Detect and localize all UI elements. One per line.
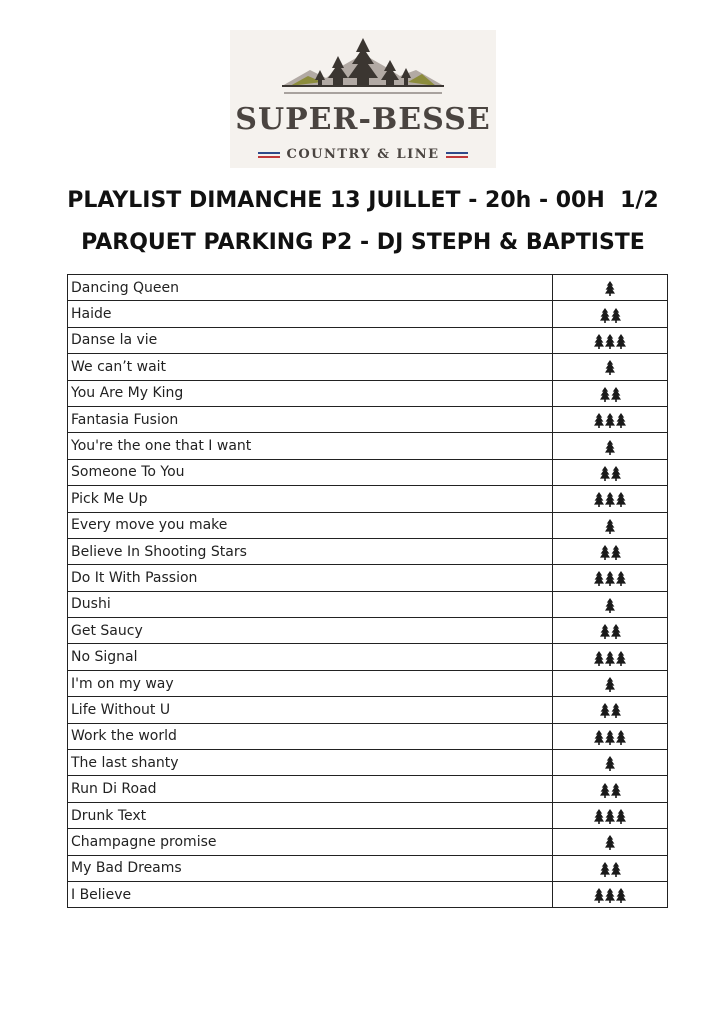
pine-tree-icon: [594, 809, 604, 824]
pine-tree-icon: [605, 413, 615, 428]
difficulty-level: [553, 697, 668, 723]
table-row: [68, 670, 668, 696]
pine-tree-icon: [600, 387, 610, 402]
pine-tree-group: [600, 466, 621, 481]
pine-tree-icon: [616, 571, 626, 586]
pine-tree-icon: [605, 888, 615, 903]
table-row: [68, 776, 668, 802]
pine-tree-icon: [611, 387, 621, 402]
table-row: [68, 538, 668, 564]
pine-tree-icon: [611, 862, 621, 877]
pine-tree-icon: [605, 835, 615, 850]
table-row: [68, 591, 668, 617]
pine-tree-icon: [616, 651, 626, 666]
pine-tree-group: [600, 703, 621, 718]
pine-tree-icon: [605, 281, 615, 296]
song-title: Do It With Passion: [68, 565, 553, 591]
song-title: Work the world: [68, 723, 553, 749]
difficulty-level: [553, 802, 668, 828]
song-title: Danse la vie: [68, 327, 553, 353]
pine-tree-group: [605, 677, 615, 692]
pine-tree-icon: [605, 677, 615, 692]
song-title: Fantasia Fusion: [68, 406, 553, 432]
difficulty-level: [553, 750, 668, 776]
table-row: [68, 644, 668, 670]
page-subtitle: PARQUET PARKING P2 - DJ STEPH & BAPTISTE: [81, 230, 645, 255]
pine-tree-icon: [605, 492, 615, 507]
pine-tree-group: [605, 519, 615, 534]
table-row: [68, 354, 668, 380]
table-row: [68, 486, 668, 512]
pine-tree-group: [600, 862, 621, 877]
difficulty-level: [553, 881, 668, 907]
pine-tree-icon: [594, 571, 604, 586]
pine-tree-group: [605, 281, 615, 296]
song-title: My Bad Dreams: [68, 855, 553, 881]
pine-tree-group: [600, 624, 621, 639]
pine-tree-group: [594, 809, 626, 824]
difficulty-level: [553, 776, 668, 802]
table-row: [68, 565, 668, 591]
song-title: Every move you make: [68, 512, 553, 538]
pine-tree-icon: [616, 730, 626, 745]
pine-tree-icon: [600, 466, 610, 481]
table-row: [68, 697, 668, 723]
pine-tree-icon: [605, 571, 615, 586]
pine-tree-icon: [600, 545, 610, 560]
pine-tree-icon: [616, 334, 626, 349]
song-title: Pick Me Up: [68, 486, 553, 512]
song-title: Believe In Shooting Stars: [68, 538, 553, 564]
pine-tree-group: [600, 308, 621, 323]
table-row: [68, 327, 668, 353]
brand-tagline-row: [230, 147, 496, 162]
pine-tree-icon: [605, 360, 615, 375]
difficulty-level: [553, 406, 668, 432]
song-title: Haide: [68, 301, 553, 327]
difficulty-level: [553, 723, 668, 749]
song-title: I Believe: [68, 881, 553, 907]
pine-tree-icon: [611, 466, 621, 481]
playlist-table: [67, 274, 668, 908]
pine-tree-icon: [616, 809, 626, 824]
difficulty-level: [553, 565, 668, 591]
difficulty-level: [553, 670, 668, 696]
flag-stripe-right: [446, 152, 468, 158]
difficulty-level: [553, 380, 668, 406]
difficulty-level: [553, 275, 668, 301]
table-row: [68, 855, 668, 881]
difficulty-level: [553, 327, 668, 353]
pine-tree-icon: [605, 334, 615, 349]
pine-tree-icon: [616, 888, 626, 903]
pine-tree-icon: [605, 598, 615, 613]
song-title: Life Without U: [68, 697, 553, 723]
pine-tree-group: [605, 440, 615, 455]
pine-tree-group: [600, 783, 621, 798]
pine-tree-icon: [605, 809, 615, 824]
pine-tree-group: [594, 334, 626, 349]
pine-tree-icon: [594, 413, 604, 428]
pine-tree-icon: [605, 730, 615, 745]
page-title: PLAYLIST DIMANCHE 13 JUILLET - 20h - 00H 1/2: [67, 188, 659, 213]
pine-tree-icon: [605, 440, 615, 455]
song-title: The last shanty: [68, 750, 553, 776]
difficulty-level: [553, 618, 668, 644]
table-row: [68, 459, 668, 485]
table-row: [68, 512, 668, 538]
song-title: Drunk Text: [68, 802, 553, 828]
mountain-pines-icon: [230, 30, 496, 100]
pine-tree-icon: [600, 308, 610, 323]
song-title: Run Di Road: [68, 776, 553, 802]
pine-tree-icon: [611, 703, 621, 718]
pine-tree-group: [600, 387, 621, 402]
pine-tree-icon: [611, 308, 621, 323]
song-title: I'm on my way: [68, 670, 553, 696]
pine-tree-icon: [616, 492, 626, 507]
song-title: Someone To You: [68, 459, 553, 485]
pine-tree-icon: [605, 651, 615, 666]
song-title: You're the one that I want: [68, 433, 553, 459]
pine-tree-group: [594, 730, 626, 745]
song-title: Dushi: [68, 591, 553, 617]
difficulty-level: [553, 433, 668, 459]
pine-tree-icon: [594, 730, 604, 745]
brand-name: SUPER-BESSE: [235, 102, 491, 137]
difficulty-level: [553, 591, 668, 617]
table-row: [68, 829, 668, 855]
table-row: [68, 618, 668, 644]
difficulty-level: [553, 301, 668, 327]
pine-tree-group: [600, 545, 621, 560]
table-row: [68, 750, 668, 776]
table-row: [68, 301, 668, 327]
pine-tree-group: [594, 413, 626, 428]
pine-tree-icon: [594, 888, 604, 903]
difficulty-level: [553, 354, 668, 380]
song-title: We can’t wait: [68, 354, 553, 380]
pine-tree-group: [594, 651, 626, 666]
pine-tree-icon: [611, 783, 621, 798]
table-row: [68, 380, 668, 406]
pine-tree-icon: [616, 413, 626, 428]
pine-tree-icon: [611, 624, 621, 639]
song-title: No Signal: [68, 644, 553, 670]
difficulty-level: [553, 644, 668, 670]
logo: [230, 30, 496, 168]
difficulty-level: [553, 486, 668, 512]
pine-tree-icon: [600, 783, 610, 798]
pine-tree-icon: [611, 545, 621, 560]
flag-stripe-left: [258, 152, 280, 158]
pine-tree-icon: [594, 492, 604, 507]
pine-tree-group: [594, 888, 626, 903]
difficulty-level: [553, 538, 668, 564]
table-row: [68, 406, 668, 432]
pine-tree-group: [605, 835, 615, 850]
table-row: [68, 433, 668, 459]
pine-tree-group: [605, 360, 615, 375]
difficulty-level: [553, 855, 668, 881]
song-title: Champagne promise: [68, 829, 553, 855]
difficulty-level: [553, 459, 668, 485]
table-row: [68, 881, 668, 907]
song-title: You Are My King: [68, 380, 553, 406]
difficulty-level: [553, 829, 668, 855]
table-row: [68, 802, 668, 828]
table-row: [68, 723, 668, 749]
song-title: Dancing Queen: [68, 275, 553, 301]
pine-tree-icon: [600, 624, 610, 639]
pine-tree-icon: [594, 651, 604, 666]
pine-tree-group: [605, 756, 615, 771]
pine-tree-icon: [600, 862, 610, 877]
pine-tree-group: [605, 598, 615, 613]
pine-tree-icon: [594, 334, 604, 349]
pine-tree-icon: [600, 703, 610, 718]
pine-tree-group: [594, 571, 626, 586]
song-title: Get Saucy: [68, 618, 553, 644]
table-row: [68, 275, 668, 301]
pine-tree-icon: [605, 756, 615, 771]
pine-tree-group: [594, 492, 626, 507]
difficulty-level: [553, 512, 668, 538]
brand-tagline: COUNTRY & LINE: [286, 147, 440, 162]
pine-tree-icon: [605, 519, 615, 534]
